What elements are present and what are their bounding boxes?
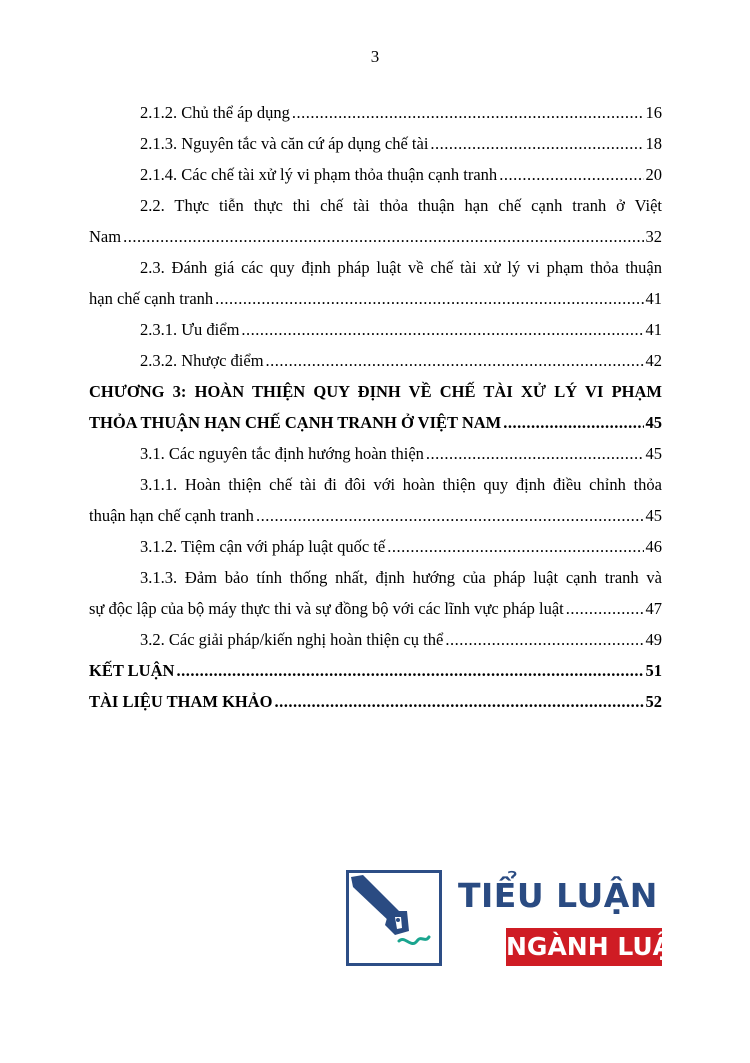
toc-leader-dots: [445, 624, 643, 655]
toc-entry-title: sự độc lập của bộ máy thực thi và sự đồng bộ với các lĩnh vực pháp luật: [89, 599, 564, 618]
toc-entry-page: 45: [645, 506, 662, 525]
toc-entry-title: thuận hạn chế cạnh tranh: [89, 506, 254, 525]
toc-entry-line1[interactable]: 3.1.3. Đảm bảo tính thống nhất, định hướng của pháp luật cạnh tranh và: [140, 568, 662, 587]
toc-entry[interactable]: [89, 531, 662, 562]
toc-entry-page: 16: [645, 103, 662, 122]
toc-entry-page: 46: [645, 537, 662, 556]
table-of-contents: [89, 97, 662, 717]
toc-leader-dots: [430, 128, 643, 159]
toc-leader-dots: [387, 531, 643, 562]
toc-entry[interactable]: [89, 438, 662, 469]
toc-entry-title: KẾT LUẬN: [89, 661, 175, 680]
toc-entry[interactable]: [89, 593, 662, 624]
toc-entry[interactable]: [89, 221, 662, 252]
toc-entry-page: 47: [645, 599, 662, 618]
toc-chapter-line1[interactable]: CHƯƠNG 3: HOÀN THIỆN QUY ĐỊNH VỀ CHẾ TÀI XỬ LÝ VI PHẠM: [89, 382, 662, 401]
toc-chapter[interactable]: [89, 407, 662, 438]
toc-leader-dots: [215, 283, 643, 314]
toc-entry-page: 41: [645, 320, 662, 339]
page-number: 3: [370, 47, 380, 66]
toc-entry-title: THỎA THUẬN HẠN CHẾ CẠNH TRANH Ở VIỆT NAM: [89, 413, 502, 432]
toc-entry[interactable]: [89, 624, 662, 655]
toc-entry-title: 3.1. Các nguyên tắc định hướng hoàn thiện: [140, 444, 424, 463]
toc-entry-title: 2.3.1. Ưu điểm: [140, 320, 240, 339]
toc-entry-page: 41: [645, 289, 662, 308]
toc-leader-dots: [499, 159, 643, 190]
toc-entry-title: Nam: [89, 227, 122, 246]
toc-entry[interactable]: [89, 97, 662, 128]
toc-leader-dots: [566, 593, 644, 624]
toc-entry[interactable]: [89, 159, 662, 190]
toc-entry-line1[interactable]: 2.2. Thực tiễn thực thi chế tài thỏa thuận hạn chế cạnh tranh ở Việt: [140, 196, 662, 215]
toc-chapter[interactable]: [89, 686, 662, 717]
toc-entry-title: 2.3.2. Nhược điểm: [140, 351, 264, 370]
toc-entry-title: 2.1.2. Chủ thể áp dụng: [140, 103, 290, 122]
pen-nib-icon: [346, 870, 442, 966]
toc-entry-title: 2.1.4. Các chế tài xử lý vi phạm thỏa thuận cạnh tranh: [140, 165, 498, 184]
toc-entry[interactable]: [89, 128, 662, 159]
toc-leader-dots: [176, 655, 643, 686]
toc-leader-dots: [503, 407, 643, 438]
toc-entry-page: 49: [645, 630, 662, 649]
toc-leader-dots: [241, 314, 643, 345]
toc-entry-title: 3.2. Các giải pháp/kiến nghị hoàn thiện cụ thể: [140, 630, 444, 649]
toc-entry-page: 51: [645, 661, 662, 680]
toc-entry[interactable]: [89, 283, 662, 314]
toc-entry-page: 20: [645, 165, 662, 184]
toc-leader-dots: [123, 221, 643, 252]
toc-leader-dots: [426, 438, 644, 469]
toc-entry-title: hạn chế cạnh tranh: [89, 289, 214, 308]
toc-entry-title: TÀI LIỆU THAM KHẢO: [89, 692, 273, 711]
toc-leader-dots: [292, 97, 644, 128]
toc-chapter[interactable]: [89, 655, 662, 686]
toc-entry-page: 32: [645, 227, 662, 246]
toc-entry-title: 2.1.3. Nguyên tắc và căn cứ áp dụng chế tài: [140, 134, 429, 153]
toc-entry-line1[interactable]: 2.3. Đánh giá các quy định pháp luật về chế tài xử lý vi phạm thỏa thuận: [140, 258, 662, 277]
toc-entry[interactable]: [89, 314, 662, 345]
toc-entry-page: 45: [645, 444, 662, 463]
toc-entry[interactable]: [89, 500, 662, 531]
toc-entry-page: 18: [645, 134, 662, 153]
watermark-logo: [346, 870, 690, 972]
toc-entry-page: 52: [645, 692, 662, 711]
toc-entry-line1[interactable]: 3.1.1. Hoàn thiện chế tài đi đôi với hoàn thiện quy định điều chỉnh thỏa: [140, 475, 662, 494]
toc-entry[interactable]: [89, 345, 662, 376]
toc-leader-dots: [266, 345, 644, 376]
logo-subtitle: NGÀNH LUẬT: [506, 928, 662, 966]
toc-entry-page: 45: [645, 413, 662, 432]
toc-entry-title: 3.1.2. Tiệm cận với pháp luật quốc tế: [140, 537, 386, 556]
toc-leader-dots: [256, 500, 644, 531]
toc-leader-dots: [275, 686, 644, 717]
logo-title: TIỂU LUẬN: [458, 876, 658, 915]
toc-entry-page: 42: [645, 351, 662, 370]
